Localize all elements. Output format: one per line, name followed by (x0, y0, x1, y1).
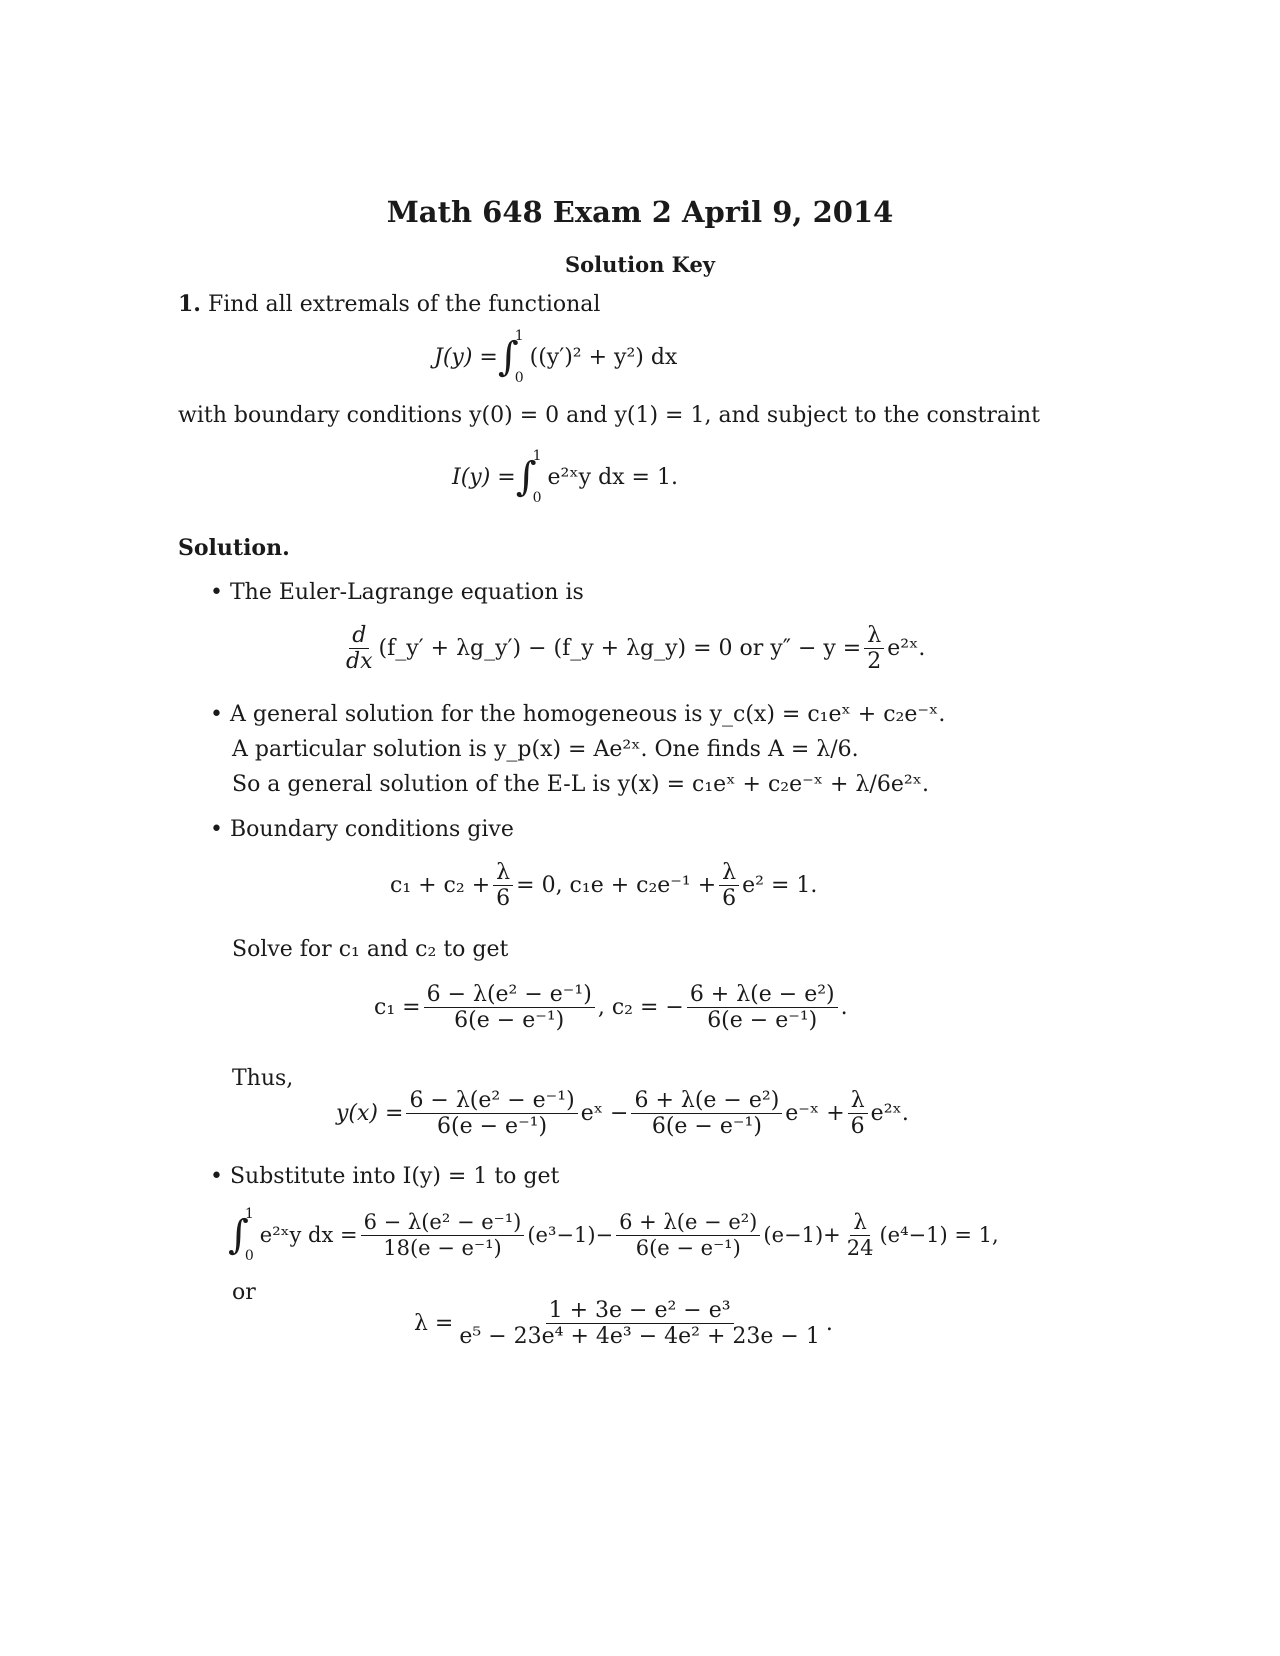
frac-den: 6 (722, 886, 737, 912)
bullet-icon: • (210, 1164, 223, 1189)
bullet-4-text: Substitute into I(y) = 1 to get (229, 1164, 560, 1189)
sub-fraction-2 (616, 1210, 760, 1259)
constraint-equation (452, 445, 678, 509)
el-end: e²ˣ. (887, 636, 926, 662)
frac-num: λ (864, 623, 884, 649)
frac-den: 18(e − e⁻¹) (383, 1235, 502, 1260)
frac-den: e⁵ − 23e⁴ + 4e³ − 4e² + 23e − 1 (459, 1324, 820, 1350)
bullet-1 (210, 582, 584, 604)
frac-num: 6 − λ(e² − e⁻¹) (406, 1088, 577, 1114)
bullet-2-line-1: A general solution for the homogeneous is y_c(x) = c₁eˣ + c₂e⁻ˣ. (229, 702, 946, 727)
y-fraction-2 (631, 1088, 782, 1140)
frac-den: 6 (850, 1114, 865, 1140)
page-subtitle: Solution Key (564, 252, 716, 277)
conditions-text: with boundary conditions y(0) = 0 and y(1) = 1, and subject to the constraint (178, 403, 1041, 428)
lambda-result-equation (414, 1298, 833, 1350)
lambda-lhs: λ = (414, 1311, 454, 1337)
solution-heading: Solution. (178, 535, 290, 561)
integral-limits (245, 1206, 254, 1264)
substitution-equation (228, 1206, 999, 1264)
lambda-end: . (825, 1311, 833, 1337)
sub-end: (e⁴−1) = 1, (879, 1223, 999, 1247)
problem-intro (178, 293, 600, 316)
bc-mid: = 0, c₁e + c₂e⁻¹ + (516, 873, 717, 899)
integral-lower: 0 (514, 370, 524, 386)
functional-equation (434, 325, 677, 389)
integral-upper: 1 (532, 448, 542, 464)
frac-den: 6(e − e⁻¹) (635, 1235, 741, 1260)
lambda-result-fraction (456, 1298, 822, 1350)
constants-equations (374, 982, 848, 1034)
frac-num: λ (719, 860, 739, 886)
frac-den: 6(e − e⁻¹) (437, 1114, 548, 1140)
frac-den: 6(e − e⁻¹) (454, 1008, 565, 1034)
constraint-lhs: I(y) = (452, 464, 516, 490)
frac-den: 2 (867, 649, 882, 675)
y-mid-2: e⁻ˣ + (785, 1101, 845, 1127)
problem-number: 1. (178, 291, 201, 317)
bc-left: c₁ + c₂ + (390, 873, 491, 899)
c2-lhs: , c₂ = − (597, 995, 684, 1021)
frac-num: λ (850, 1210, 869, 1235)
y-mid-1: eˣ − (580, 1101, 629, 1127)
sub-integrand: e²ˣy dx = (259, 1223, 358, 1247)
bullet-2-line-3: So a general solution of the E-L is y(x) = c₁eˣ + c₂e⁻ˣ + λ/6e²ˣ. (232, 772, 929, 797)
integral-sign-icon: ∫ (515, 454, 537, 500)
bullet-2-line-2: A particular solution is y_p(x) = Ae²ˣ. One finds A = λ/6. (232, 737, 859, 762)
boundary-equations (390, 860, 817, 912)
frac-num: 6 + λ(e − e²) (631, 1088, 782, 1114)
functional-integrand: ((y′)² + y²) dx (529, 344, 678, 370)
bullet-icon: • (210, 702, 223, 727)
bullet-3-text: Boundary conditions give (229, 817, 514, 842)
integral-upper: 1 (244, 1206, 254, 1222)
derivative-fraction (343, 623, 376, 675)
bullet-3 (210, 819, 514, 841)
functional-lhs: J(y) = (434, 344, 498, 370)
constraint-integrand: e²ˣy dx = 1. (547, 464, 678, 490)
euler-lagrange-equation (340, 623, 925, 675)
y-end: e²ˣ. (870, 1101, 909, 1127)
integral-lower: 0 (244, 1248, 254, 1264)
c1-fraction (424, 982, 595, 1034)
y-lhs: y(x) = (336, 1101, 404, 1127)
frac-num: λ (848, 1088, 868, 1114)
c1-lhs: c₁ = (374, 995, 421, 1021)
frac-num: 6 + λ(e − e²) (616, 1210, 760, 1235)
bullet-icon: • (210, 580, 223, 605)
bullet-1-text: The Euler-Lagrange equation is (229, 580, 584, 605)
lambda-sixth-fraction (848, 1088, 868, 1140)
lambda-sixth-fraction (493, 860, 513, 912)
integral-sign-icon: ∫ (497, 334, 519, 380)
bullet-2 (210, 704, 945, 726)
frac-den: 6(e − e⁻¹) (651, 1114, 762, 1140)
frac-num: 6 + λ(e − e²) (687, 982, 838, 1008)
c2-end: . (840, 995, 848, 1021)
frac-num: d (349, 623, 369, 649)
solution-y-equation (336, 1088, 909, 1140)
c2-fraction (687, 982, 838, 1034)
frac-den: 24 (846, 1235, 874, 1260)
lambda-sixth-fraction (719, 860, 739, 912)
frac-num: 6 − λ(e² − e⁻¹) (424, 982, 595, 1008)
bullet-4 (210, 1166, 559, 1188)
frac-den: 6(e − e⁻¹) (707, 1008, 818, 1034)
thus-text: Thus, (232, 1066, 294, 1091)
problem-intro-text: Find all extremals of the functional (207, 292, 601, 317)
el-middle: (f_y′ + λg_y′) − (f_y + λg_y) = 0 or y″ − y = (378, 636, 862, 662)
frac-num: λ (493, 860, 513, 886)
frac-num: 1 + 3e − e² − e³ (546, 1298, 734, 1324)
frac-num: 6 − λ(e² − e⁻¹) (361, 1210, 525, 1235)
frac-den: 6 (496, 886, 511, 912)
or-text: or (232, 1280, 256, 1305)
integral-limits (533, 448, 542, 506)
frac-den: dx (346, 649, 373, 675)
integral-sign-icon: ∫ (228, 1212, 249, 1258)
sub-fraction-1 (361, 1210, 525, 1259)
bullet-icon: • (210, 817, 223, 842)
lambda-24-fraction (844, 1210, 877, 1259)
integral-upper: 1 (514, 328, 524, 344)
integral-lower: 0 (532, 490, 542, 506)
sub-mid-1: (e³−1)− (527, 1223, 614, 1247)
bc-end: e² = 1. (742, 873, 818, 899)
integral-limits (515, 328, 524, 386)
solve-text: Solve for c₁ and c₂ to get (232, 937, 509, 962)
lambda-half-fraction (864, 623, 884, 675)
y-fraction-1 (406, 1088, 577, 1140)
page-title: Math 648 Exam 2 April 9, 2014 (386, 195, 894, 229)
sub-mid-2: (e−1)+ (763, 1223, 841, 1247)
